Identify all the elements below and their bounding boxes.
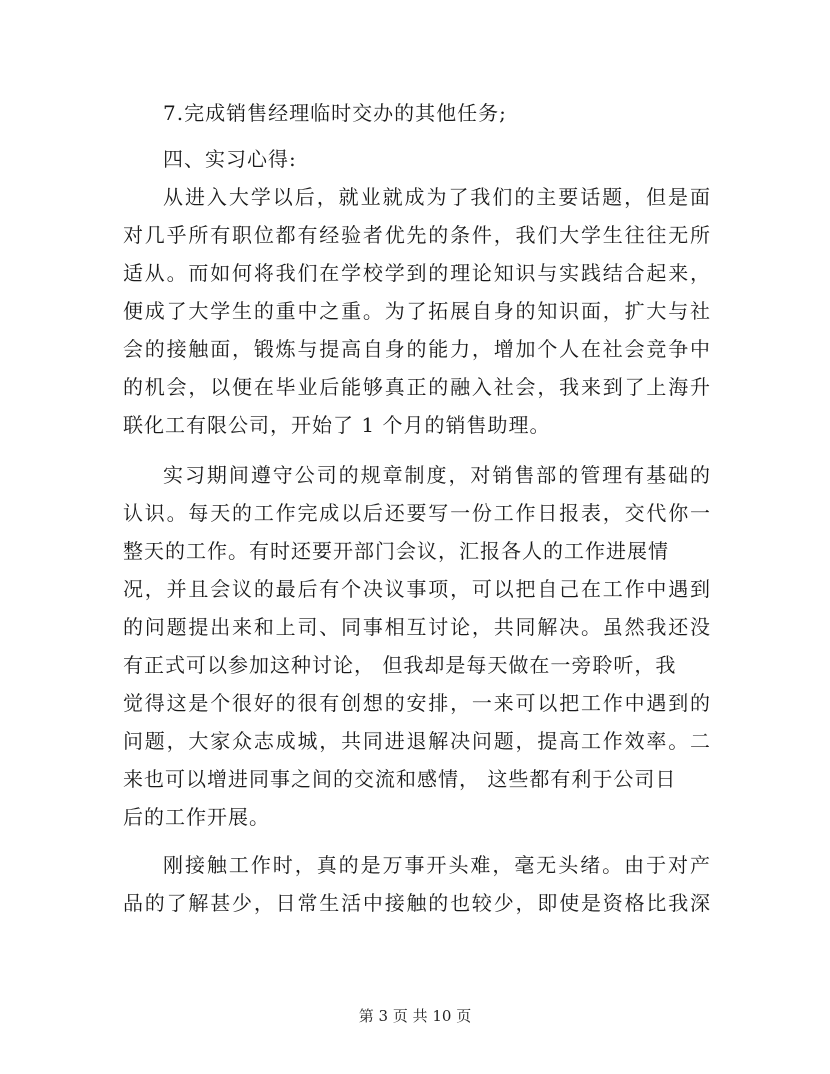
paragraph-line: 对几乎所有职位都有经验者优先的条件，我们大学生往往无所 — [123, 223, 711, 247]
paragraph-line: 问题，大家众志成城，共同进退解决问题，提高工作效率。二 — [123, 729, 711, 753]
paragraph-line: 的问题提出来和上司、同事相互讨论，共同解决。虽然我还没 — [123, 615, 711, 639]
paragraph-line: 后的工作开展。 — [123, 805, 270, 829]
paragraph-line: 来也可以增进同事之间的交流和感情， 这些都有利于公司日 — [123, 767, 677, 791]
paragraph-line: 的机会，以便在毕业后能够真正的融入社会，我来到了上海升 — [123, 375, 711, 399]
paragraph-line: 况，并且会议的最后有个决议事项，可以把自己在工作中遇到 — [123, 577, 711, 601]
paragraph-line: 会的接触面，锻炼与提高自身的能力，增加个人在社会竞争中 — [123, 337, 711, 361]
paragraph-line: 适从。而如何将我们在学校学到的理论知识与实践结合起来， — [123, 261, 711, 285]
page-number-footer: 第 3 页 共 10 页 — [358, 1007, 472, 1025]
paragraph-line: 有正式可以参加这种讨论， 但我却是每天做在一旁聆听，我 — [123, 653, 677, 677]
paragraph-line: 品的了解甚少，日常生活中接触的也较少，即使是资格比我深 — [123, 891, 711, 915]
paragraph-line: 觉得这是个很好的很有创想的安排，一来可以把工作中遇到的 — [123, 691, 711, 715]
paragraph-line: 认识。每天的工作完成以后还要写一份工作日报表，交代你一 — [123, 501, 711, 525]
paragraph-line: 实习期间遵守公司的规章制度，对销售部的管理有基础的 — [163, 463, 711, 487]
paragraph-line: 便成了大学生的重中之重。为了拓展自身的知识面，扩大与社 — [123, 299, 711, 323]
list-item-7: 7.完成销售经理临时交办的其他任务; — [163, 101, 507, 125]
paragraph-line: 整天的工作。有时还要开部门会议，汇报各人的工作进展情 — [123, 539, 669, 563]
paragraph-line: 从进入大学以后，就业就成为了我们的主要话题，但是面 — [163, 185, 711, 209]
section-heading: 四、实习心得: — [163, 147, 297, 171]
paragraph-line: 联化工有限公司，开始了 1 个月的销售助理。 — [123, 413, 551, 437]
paragraph-line: 刚接触工作时，真的是万事开头难，毫无头绪。由于对产 — [163, 853, 711, 877]
